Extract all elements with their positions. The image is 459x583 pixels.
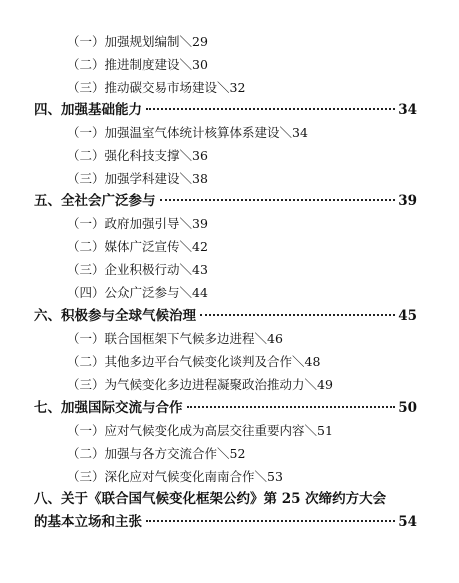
toc-subentry: （二）媒体广泛宣传＼42 bbox=[67, 239, 208, 254]
toc-subentry: （一）应对气候变化成为高层交往重要内容＼51 bbox=[67, 423, 333, 438]
toc-subentry: （二）推进制度建设＼30 bbox=[67, 57, 208, 72]
section-page-number: 50 bbox=[398, 400, 417, 416]
section-title: 六、积极参与全球气候治理 bbox=[34, 308, 196, 324]
toc-subentry: （三）企业积极行动＼43 bbox=[67, 262, 208, 277]
toc-subentry: （二）其他多边平台气候变化谈判及合作＼48 bbox=[67, 354, 321, 369]
toc-subentry: （一）加强温室气体统计核算体系建设＼34 bbox=[67, 125, 308, 140]
toc-section-heading bbox=[34, 100, 417, 120]
toc-subentry: （二）强化科技支撑＼36 bbox=[67, 148, 208, 163]
section-title: 的基本立场和主张 bbox=[34, 514, 142, 530]
toc-section-heading bbox=[34, 512, 417, 532]
toc-subentry: （三）推动碳交易市场建设＼32 bbox=[67, 80, 246, 95]
toc-subentry: （二）加强与各方交流合作＼52 bbox=[67, 446, 246, 461]
toc-subentry: （一）政府加强引导＼39 bbox=[67, 216, 208, 231]
section-title: 五、全社会广泛参与 bbox=[34, 193, 156, 209]
toc-section-heading bbox=[34, 398, 417, 418]
toc-subentry: （一）加强规划编制＼29 bbox=[67, 34, 208, 49]
section-title: 七、加强国际交流与合作 bbox=[34, 400, 183, 416]
toc-subentry: （三）深化应对气候变化南南合作＼53 bbox=[67, 469, 283, 484]
dot-leader bbox=[146, 108, 395, 110]
toc-subentry: （三）加强学科建设＼38 bbox=[67, 171, 208, 186]
dot-leader bbox=[146, 520, 395, 522]
section-page-number: 39 bbox=[398, 193, 417, 209]
dot-leader bbox=[200, 314, 395, 316]
toc-section-heading bbox=[34, 191, 417, 211]
toc-section-heading bbox=[34, 306, 417, 326]
toc-subentry: （三）为气候变化多边进程凝聚政治推动力＼49 bbox=[67, 377, 333, 392]
section-page-number: 34 bbox=[398, 102, 417, 118]
toc-section-heading-line1: 八、关于《联合国气候变化框架公约》第 25 次缔约方大会 bbox=[34, 491, 387, 507]
dot-leader bbox=[160, 199, 396, 201]
dot-leader bbox=[187, 406, 396, 408]
section-title: 四、加强基础能力 bbox=[34, 102, 142, 118]
toc-subentry: （四）公众广泛参与＼44 bbox=[67, 285, 208, 300]
section-page-number: 45 bbox=[398, 308, 417, 324]
section-page-number: 54 bbox=[398, 514, 417, 530]
toc-subentry: （一）联合国框架下气候多边进程＼46 bbox=[67, 331, 283, 346]
